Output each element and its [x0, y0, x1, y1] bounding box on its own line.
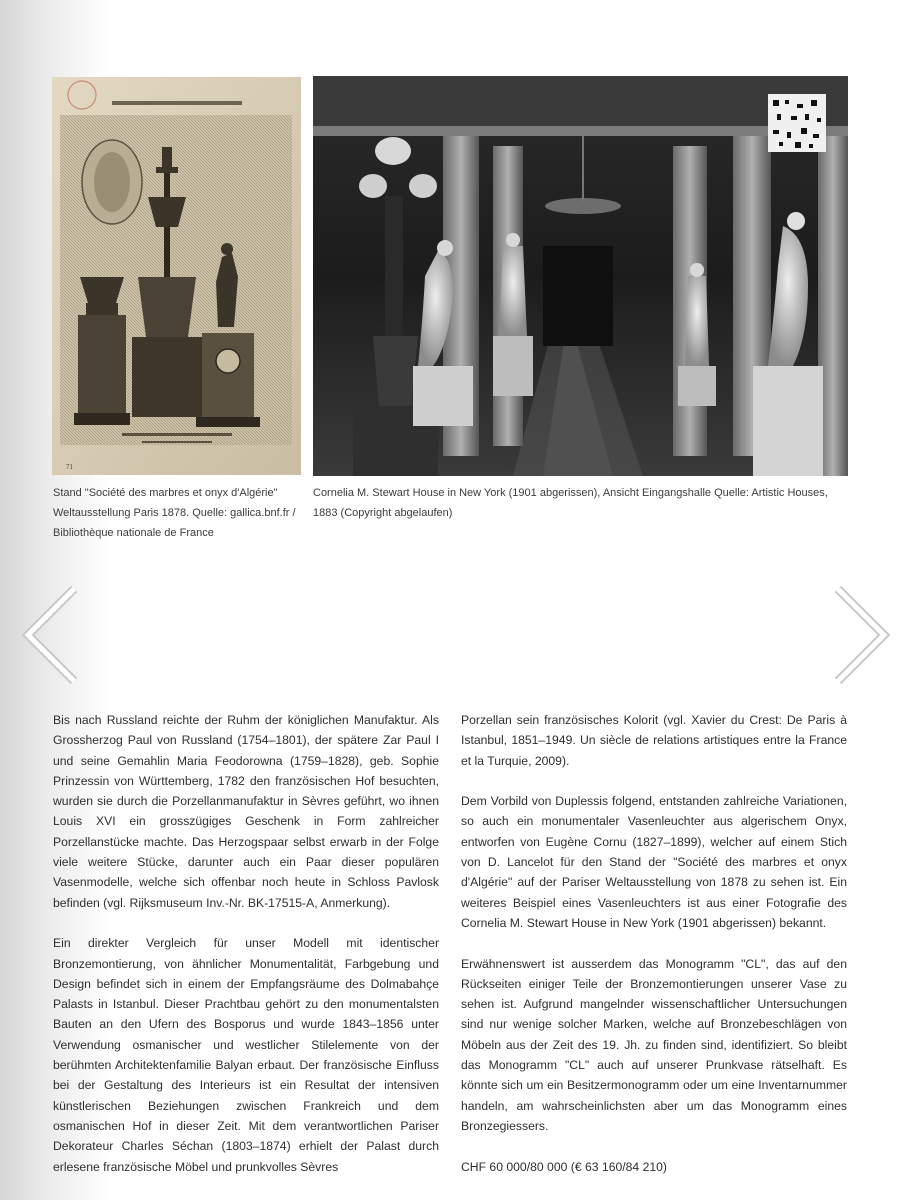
- chevron-right-icon: [832, 585, 892, 685]
- chevron-left-icon: [20, 585, 80, 685]
- engraving-image: [52, 77, 301, 475]
- next-page-button[interactable]: [832, 585, 892, 685]
- paragraph: Dem Vorbild von Duplessis folgend, entstanden zahlreiche Variationen, so auch ein monumentaler Vasenleuchter aus algerischem Onyx, entworfen von Eugène Cornu (1827–1899), welcher auf einem Stich von D. Lancelot für den Stand der "Société des marbres et onyx d'Algérie" auf der Pariser Weltausstellung von 1878 zu sehen ist. Ein weiteres Beispiel eines Vasenleuchters ist aus einer Fotografie des Cornelia M. Stewart House in New York (1901 abgerissen) bekannt.: [461, 794, 847, 930]
- paragraph: Ein direkter Vergleich für unser Modell mit identischer Bronzemontierung, von ähnlicher Monumentalität, Farbgebung und Design befindet sich in einem der Empfangsräume des Dolmabahçe Palasts in Istanbul. Dieser Prachtbau gehört zu den monumentalsten Bauten an den Ufern des Bosporus und wurde 1843–1856 unter Verwendung osmanischer und westlicher Stilelemente von der berühmten Architektenfamilie Balyan erbaut. Der französische Einfluss bei der Gestaltung des Interieurs ist ein Resultat der intensiven künstlerischen Beziehungen zwischen Frankreich und dem osmanischen Hof in dieser Zeit. Mit dem verantwortlichen Pariser Dekorateur Charles Séchan (1803–1874) erhielt der Palast durch erlesene französische Möbel und prunkvolles Sèvres: [53, 936, 439, 1174]
- image-caption-right: Cornelia M. Stewart House in New York (1901 abgerissen), Ansicht Eingangshalle Quelle: Artistic Houses, 1883 (Copyright abgelaufen): [313, 487, 828, 519]
- paragraph: Porzellan sein französisches Kolorit (vgl. Xavier du Crest: De Paris à Istanbul, 1851–1949. Un siècle de relations artistiques entre la France et la Turquie, 2009).: [461, 713, 847, 768]
- image-caption-left: Stand "Société des marbres et onyx d'Algérie" Weltausstellung Paris 1878. Quelle: gallica.bnf.fr / Bibliothèque nationale de France: [53, 487, 296, 539]
- svg-text:71: 71: [66, 463, 73, 471]
- paragraph: Bis nach Russland reichte der Ruhm der königlichen Manufaktur. Als Grossherzog Paul von Russland (1754–1801), der spätere Zar Paul I und seine Gemahlin Maria Feodorowna (1759–1828), geb. Sophie Prinzessin von Württemberg, 1782 den französischen Hof besuchten, wurden sie durch die Porzellanmanufaktur in Sèvres geführt, wo ihnen Louis XVI ein grosszügiges Geschenk in Form zahlreicher Porzellanstücke machte. Das Herzogspaar selbst erwarb in der Folge viele weitere Stücke, darunter auch ein Paar dieser populären Vasenmodelle, welche sich offenbar noch heute in Schloss Pavlosk befinden (vgl. Rijksmuseum Inv.-Nr. BK-17515-A, Anmerkung).: [53, 713, 439, 910]
- entrance-hall-photo: [313, 76, 848, 476]
- paragraph: Erwähnenswert ist ausserdem das Monogramm "CL", das auf den Rückseiten einiger Teile der Bronzemontierungen unserer Vase zu sehen ist. Aufgrund mangelnder wissenschaftlicher Untersuchungen sind nur wenige solcher Marken, welche auf Bronzebeschlägen von Möbeln aus der Zeit des 19. Jh. zu finden sind, identifiziert. So bleibt das Monogramm "CL" auch auf unserer Prunkvase rätselhaft. Es könnte sich um ein Besitzermonogramm oder um eine Inventarnummer handeln, am wahrscheinlichsten aber um das Monogramm eines Bronzegiessers.: [461, 956, 847, 1133]
- price-estimate: CHF 60 000/80 000 (€ 63 160/84 210): [461, 1159, 667, 1174]
- previous-page-button[interactable]: [20, 585, 80, 685]
- article-column-left: [53, 710, 439, 1197]
- article-column-right: [461, 710, 847, 1197]
